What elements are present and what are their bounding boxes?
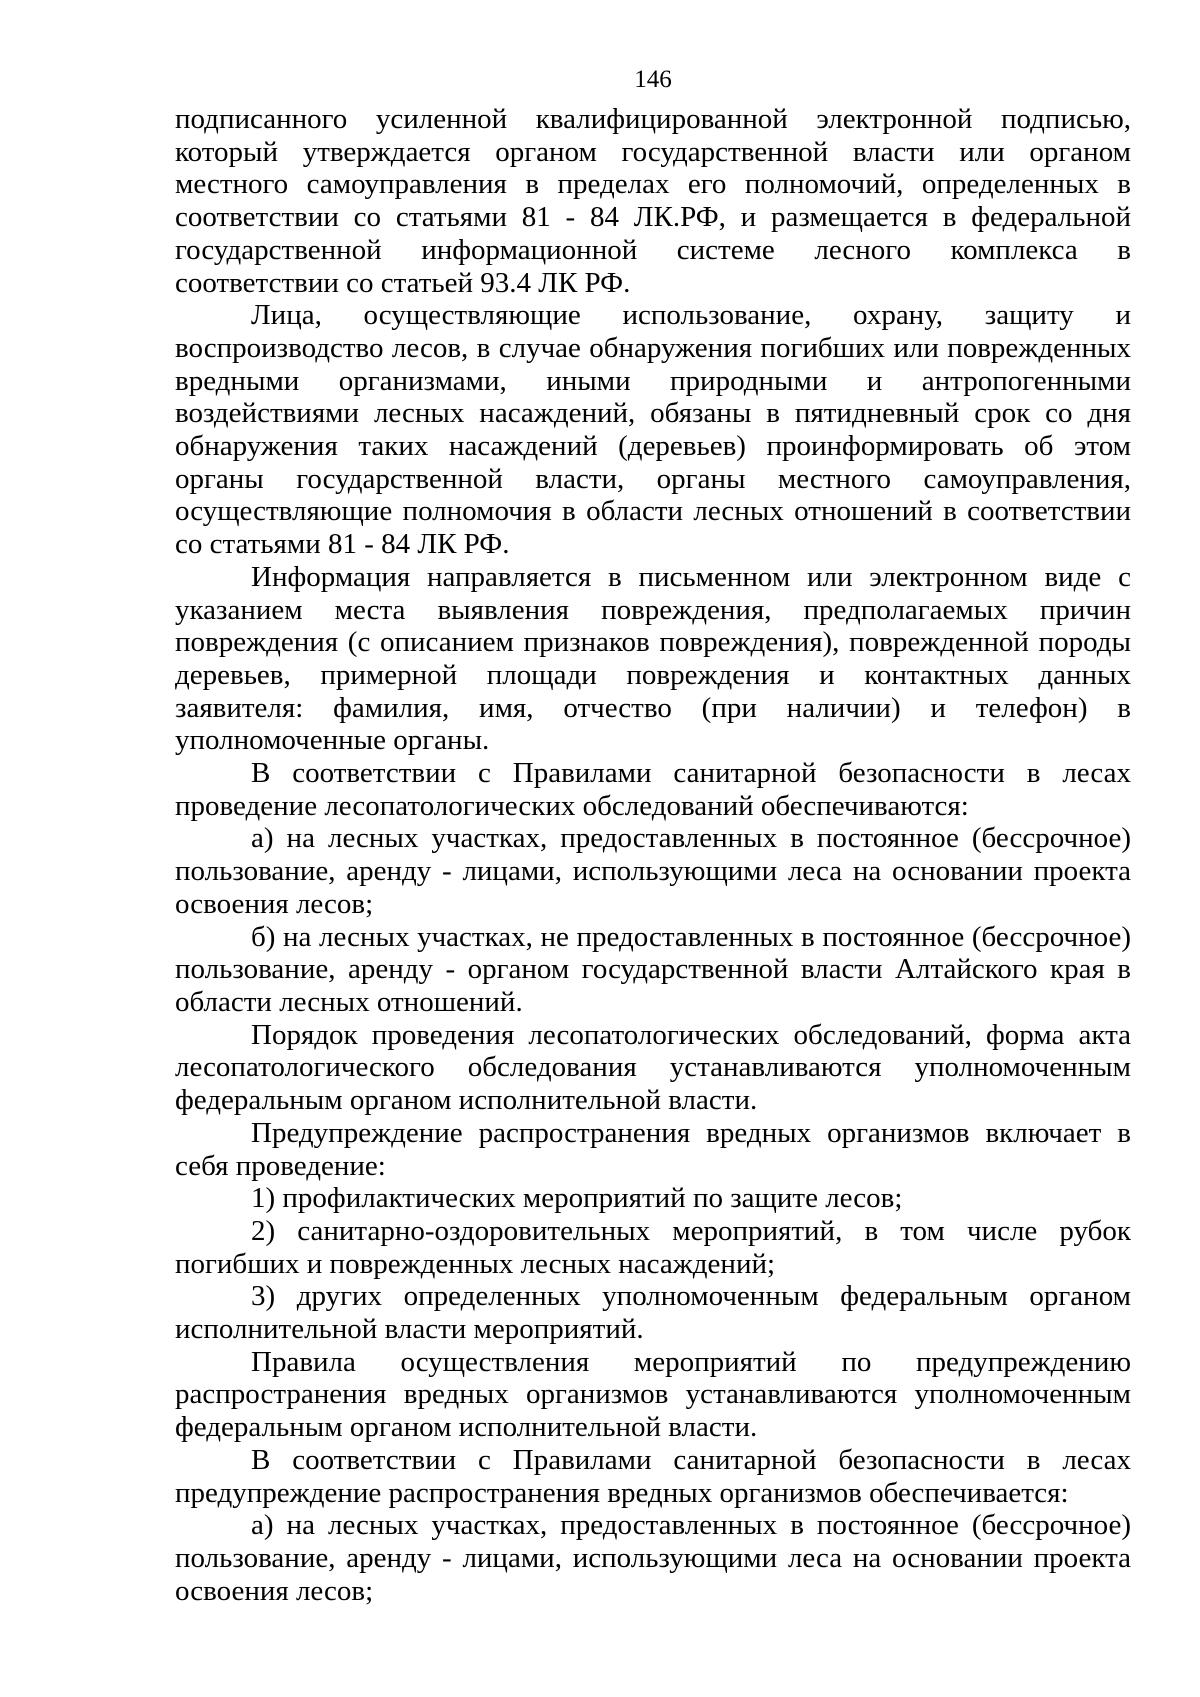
paragraph-rules-prevention: В соответствии с Правилами санитарной безопасности в лесах предупреждение распространения вредных организмов обеспечивается: (175, 1443, 1131, 1509)
paragraph-inspection-procedure: Порядок проведения лесопатологических обследований, форма акта лесопатологического обследования устанавливаются уполномоченным федеральным органом исполнительной власти. (175, 1018, 1131, 1117)
list-item-1: 1) профилактических мероприятий по защите лесов; (251, 1182, 903, 1215)
list-item-b-inspections: б) на лесных участках, не предоставленных в постоянное (бессрочное) пользование, аренду - органом государственной власти Алтайского края в области лесных отношений. (175, 920, 1131, 1018)
paragraph-rules-inspections: В соответствии с Правилами санитарной безопасности в лесах проведение лесопатологических обследований обеспечиваются: (175, 757, 1131, 822)
page-number: 146 (634, 66, 672, 93)
document-page (175, 66, 1131, 1607)
paragraph-information-sent: Информация направляется в письменном или электронном виде с указанием места выявления повреждения, предполагаемых причин повреждения (с описанием признаков повреждения), поврежденной породы деревьев, примерной площади повреждения и контактных данных заявителя: фамилия, имя, отчество (при наличии) и телефон) в уполномоченные органы. (175, 560, 1131, 757)
paragraph-prevention-rules: Правила осуществления мероприятий по предупреждению распространения вредных организмов устанавливаются уполномоченным федеральным органом исполнительной власти. (175, 1345, 1131, 1444)
list-item-3: 3) других определенных уполномоченным федеральным органом исполнительной власти мероприятий. (175, 1280, 1131, 1346)
list-item-a-inspections: а) на лесных участках, предоставленных в постоянное (бессрочное) пользование, аренду - лицами, использующими леса на основании проекта освоения лесов; (175, 822, 1131, 920)
paragraph-persons-obligations: Лица, осуществляющие использование, охрану, защиту и воспроизводство лесов, в случае обнаружения погибших или поврежденных вредными организмами, иными природными и антропогенными воздействиями лесных насаждений, обязаны в пятидневный срок со дня обнаружения таких насаждений (деревьев) проинформировать об этом органы государственной власти, органы местного самоуправления, осуществляющие полномочия в области лесных отношений в соответствии со статьями 81 - 84 ЛК РФ. (175, 299, 1131, 561)
paragraph-prevention-includes: Предупреждение распространения вредных организмов включает в себя проведение: (175, 1116, 1131, 1182)
list-item-2: 2) санитарно-оздоровительных мероприятий, в том числе рубок погибших и поврежденных лесных насаждений; (175, 1214, 1131, 1280)
list-item-a-prevention: а) на лесных участках, предоставленных в постоянное (бессрочное) пользование, аренду - лицами, использующими леса на основании проекта освоения лесов; (175, 1509, 1131, 1607)
paragraph-continuation: подписанного усиленной квалифицированной электронной подписью, который утверждается органом государственной власти или органом местного самоуправления в пределах его полномочий, определенных в соответствии со статьями 81 - 84 ЛК.РФ, и размещается в федеральной государственной информационной системе лесного комплекса в соответствии со статьей 93.4 ЛК РФ. (175, 103, 1131, 299)
